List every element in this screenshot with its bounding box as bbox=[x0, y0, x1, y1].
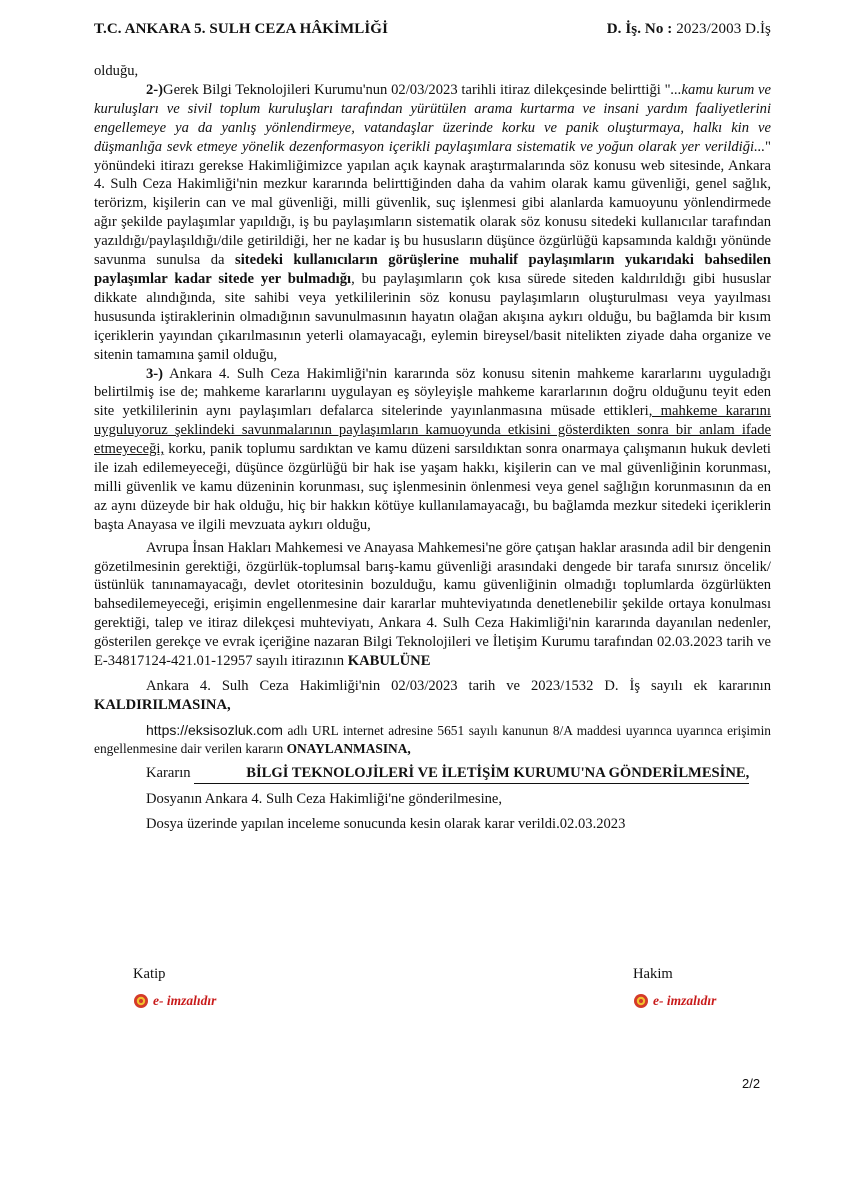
page-number: 2/2 bbox=[742, 1076, 761, 1091]
paragraph-text: " yönündeki itirazı gerekse Hakimliğimizce yapılan açık kaynak araştırmalarında söz konusu web sitesinde, Ankara 4. Sulh Ceza Hakimliği'nin mezkur kararında belirttiğinden daha da vahim olarak kamu güvenliği, genel sağlık, terörizm, kişilerin can ve mal güvenliği, milli güvenlik, suç işlenmesi gibi alanlarda kamuoyunu yönlendirmede ağır şekilde paylaşımlar yapıldığı, iş bu paylaşımların sistematik olarak söz konusu sitedeki kullanıcılar tarafından yazıldığı/paylaşıldığı/dile getirildiği, her ne kadar iş bu hususların düşünce özgürlüğü kapsamında kaldığı yönünde savunma sunulsa da bbox=[94, 138, 771, 269]
document-number bbox=[607, 21, 771, 38]
paragraph-final: Dosya üzerinde yapılan inceleme sonucunda kesin olarak karar verildi.02.03.2023 bbox=[146, 815, 626, 832]
decision-approve: ONAYLANMASINA, bbox=[286, 740, 411, 756]
document-body bbox=[94, 62, 771, 834]
signature-clerk bbox=[133, 966, 216, 1009]
paragraph-text: Ankara 4. Sulh Ceza Hakimliği'nin 02/03/2023 tarih ve 2023/1532 D. İş sayılı ek kararının bbox=[146, 678, 771, 694]
e-signature bbox=[633, 993, 716, 1009]
esign-text: e- imzalıdır bbox=[653, 993, 717, 1008]
court-name: T.C. ANKARA 5. SULH CEZA HÂKİMLİĞİ bbox=[94, 21, 389, 37]
signature-judge bbox=[633, 966, 716, 1009]
item-number: 3-) bbox=[146, 365, 164, 382]
paragraph-text: adlı URL internet adresine 5651 sayılı kanunun 8/A maddesi uyarınca uyarınca erişimin engellenmesine dair verilen kararın bbox=[94, 722, 771, 756]
docno-label: D. İş. No : bbox=[606, 21, 673, 37]
paragraph-continuation: olduğu, bbox=[94, 63, 139, 79]
docno-value: 2023/2003 D.İş bbox=[672, 21, 771, 37]
paragraph-approval bbox=[94, 721, 771, 758]
paragraph-text: , bu paylaşımların çok kısa sürede siteden kaldırıldığı gibi hususlar dikkate alındığında, site sahibi veya yetkililerinin söz konusu paylaşımların oluşturulması veya yayılması hususunda iştiraklerinin olmadığının savunulmasının hayatın olağan akışına aykırı olduğu, bu bağlamda bir kısım içeriklerin yayından çıkarılmasının yeterli olamayacağı, eylemin bireysel/basit nitelikten ziyade daha organize ve sitenin tamamına şamil olduğu, bbox=[94, 270, 771, 363]
paragraph-item-2 bbox=[94, 81, 771, 365]
paragraph-item-3 bbox=[94, 365, 771, 535]
url-text: https://eksisozluk.com bbox=[146, 721, 283, 738]
signature-role: Hakim bbox=[633, 966, 673, 982]
e-signature bbox=[133, 993, 216, 1009]
paragraph-reasoning bbox=[94, 539, 771, 671]
signature-role: Katip bbox=[133, 966, 166, 982]
paragraph-text: Avrupa İnsan Hakları Mahkemesi ve Anayasa Mahkemesi'ne göre çatışan haklar arasında adil bir dengenin gözetilmesinin gerektiği, özgürlük-toplumsal barış-kamu güvenliği arasındaki dengede bir tarafa sınırsız öncelik/üstünlük tanınamayacağı, devlet otoritesinin bozulduğu, kamu güvenliğinin olmadığı toplumlarda özgürlükten bahsedilemeyeceği, erişimin engellenmesine dair kararlar muhteviyatında denetlenebilir şekilde ortaya konulması gerektiği, talep ve itiraz dilekçesi muhteviyatı, Ankara 4. Sulh Ceza Hakimliği'nin kararında dayanılan nedenler, gösterilen gerekçe ve evrak içeriğine nazaran Bilgi Teknolojileri ve İletişim Kurumu tarafından 02.03.2023 tarih ve E-34817124-421.01-12957 sayılı itirazının bbox=[94, 539, 771, 670]
paragraph-text: Kararın bbox=[146, 764, 195, 781]
paragraph-annulment bbox=[94, 677, 771, 715]
paragraph-send-file: Dosyanın Ankara 4. Sulh Ceza Hakimliği'ne gönderilmesine, bbox=[146, 790, 503, 807]
paragraph-text: Ankara 4. Sulh Ceza Hakimliği'nin kararında söz konusu sitenin mahkeme kararlarını uyguladığı belirtilmiş ise de; mahkeme kararlarını uygulayan eş söyleyişle mahkeme kararlarının doğru olduğunu teyit eden site yetkililerinin aynı paylaşımları defalarca sitelerinde yayınlanmasına müsade ettikleri bbox=[94, 365, 771, 420]
underlined-text: , mahkeme kararını uyguluyoruz şeklindeki savunmalarının paylaşımların kamuoyunda etkisini gösterdikten sonra bir anlam ifade etmeyeceği, bbox=[94, 403, 771, 458]
seal-icon bbox=[633, 993, 649, 1009]
bold-finding: sitedeki kullanıcıların görüşlerine muhalif paylaşımların yukarıdaki bahsedilen paylaşımlar kadar sitede yer bulmadığı bbox=[94, 252, 771, 287]
document-header bbox=[94, 21, 771, 41]
paragraph-text: korku, panik toplumu sardıktan ve kamu düzeni sarsıldıktan sonra onarmaya çalışmanın hukuk devleti ile izah edilemeyeceği, düşünce özgürlüğü bir hak ise yaşam hakkı, kişilerin can ve mal güvenliğinin korunması, milli güvenlik ve kamu düzeninin korunması, suç işlenmesinin önlenmesi veya genel sağlığın korunmasının da en az aynı düzeyde bir hak olduğu, hiç bir hakkın kötüye kullanılamayacağı, bu bağlamda mezkur sitedeki içeriklerin başta Anayasa ve ilgili mevzuata aykırı olduğu, bbox=[94, 441, 771, 533]
decision-accept: KABULÜNE bbox=[347, 653, 431, 670]
decision-annul: KALDIRILMASINA, bbox=[94, 696, 231, 713]
esign-text: e- imzalıdır bbox=[153, 993, 217, 1008]
item-number: 2-) bbox=[146, 81, 164, 98]
paragraph-send-btk bbox=[94, 764, 771, 784]
seal-icon bbox=[133, 993, 149, 1009]
paragraph-text: Gerek Bilgi Teknolojileri Kurumu'nun 02/03/2023 tarihli itiraz dilekçesinde belirttiği " bbox=[163, 81, 671, 98]
quoted-objection: ...kamu kurum ve kuruluşları ve sivil toplum kuruluşları tarafından yürütülen arama kurtarma ve insani yardım faaliyetlerini engellemeye ya da yanlış yönlendirmeye, vatandaşlar üzerinde korku ve panik oluşturmaya, halkı kin ve düşmanlığa sevk etmeye yönelik dezenformasyon içerikli paylaşımlara sistematik ve yoğun olarak yer verildiği... bbox=[94, 81, 771, 155]
decision-send: BİLGİ TEKNOLOJİLERİ VE İLETİŞİM KURUMU'NA GÖNDERİLMESİNE, bbox=[194, 764, 749, 784]
